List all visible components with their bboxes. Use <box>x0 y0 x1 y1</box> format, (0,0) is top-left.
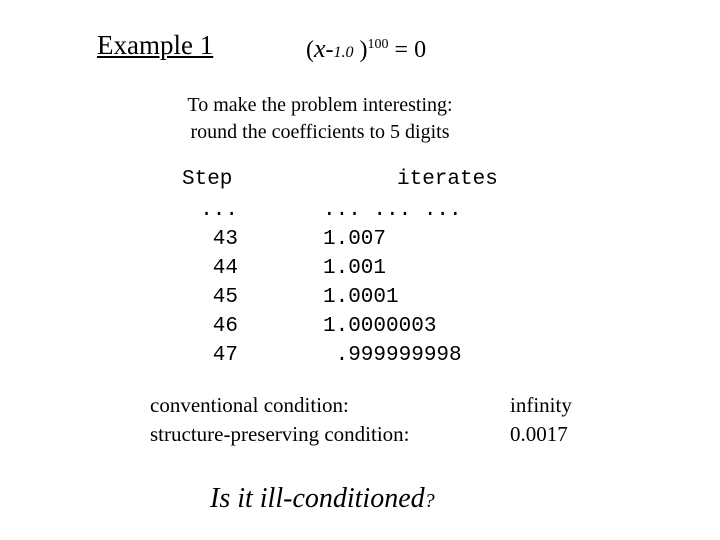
question <box>210 483 435 515</box>
step-cell: 46 <box>212 315 238 338</box>
step-cell: ... <box>200 199 238 222</box>
equation-close-paren: ) <box>353 37 368 63</box>
structure-preserving-condition-label: structure-preserving condition: <box>150 422 410 446</box>
iterates-column <box>323 196 462 370</box>
equation-open-paren: ( <box>306 37 314 63</box>
intro-line-2: round the coefficients to 5 digits <box>190 121 450 143</box>
condition-labels <box>150 391 410 449</box>
equation-minus: - <box>325 37 334 63</box>
equation-variable: x <box>314 34 326 63</box>
condition-values <box>510 391 572 449</box>
question-mark: ? <box>424 490 435 512</box>
step-cell: 43 <box>212 228 238 251</box>
step-column-header: Step <box>182 168 233 191</box>
iterate-cell: .999999998 <box>323 344 462 367</box>
structure-preserving-condition-value: 0.0017 <box>510 422 568 446</box>
step-cell: 45 <box>212 286 238 309</box>
iterates-column-header: iterates <box>397 168 498 191</box>
iterate-cell: 1.007 <box>323 228 387 251</box>
iterate-cell: ... ... ... <box>323 199 462 222</box>
equation-constant: 1.0 <box>333 44 354 61</box>
intro-text <box>0 92 640 146</box>
conventional-condition-label: conventional condition: <box>150 393 349 417</box>
intro-line-1: To make the problem interesting: <box>187 94 453 116</box>
equation <box>306 34 426 64</box>
step-cell: 44 <box>212 257 238 280</box>
step-column <box>190 196 238 370</box>
iterate-cell: 1.001 <box>323 257 387 280</box>
conventional-condition-value: infinity <box>510 393 572 417</box>
iterate-cell: 1.0001 <box>323 286 399 309</box>
iterate-cell: 1.0000003 <box>323 315 437 338</box>
slide-title: Example 1 <box>97 30 214 60</box>
question-text: Is it ill-conditioned <box>210 483 425 514</box>
equation-exponent: 100 <box>367 37 389 52</box>
step-cell: 47 <box>212 344 238 367</box>
equation-rhs: = 0 <box>388 37 427 63</box>
